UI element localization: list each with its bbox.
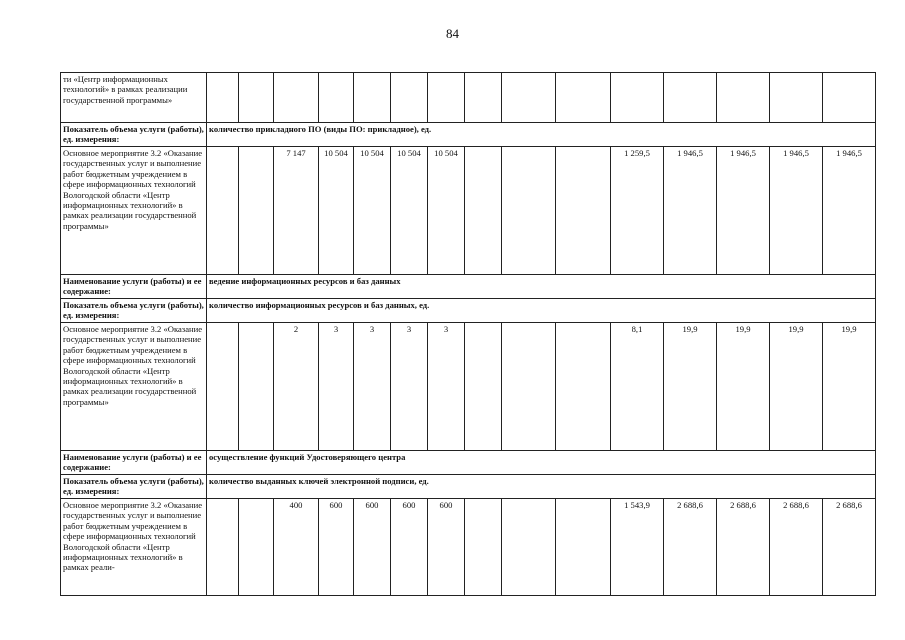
table-row [61,123,876,147]
service-text: ведение информационных ресурсов и баз данных [207,275,876,299]
table-row [61,323,876,451]
value-cell: 600 [354,499,391,596]
page-number: 84 [446,26,459,41]
value-cell: 8,1 [611,323,664,451]
value-cell [502,147,556,275]
indicator-label: Показатель объема услуги (работы), ед. измерения: [61,299,207,323]
value-cell [556,499,611,596]
table-row [61,73,876,123]
table-row [61,299,876,323]
value-cell [207,147,239,275]
service-label: Наименование услуги (работы) и ее содержание: [61,275,207,299]
value-cell [770,73,823,123]
value-cell: 19,9 [770,323,823,451]
value-cell [611,73,664,123]
value-cell: 1 543,9 [611,499,664,596]
value-cell: 1 946,5 [770,147,823,275]
row-description: Основное мероприятие 3.2 «Оказание государственных услуг и выполнение работ бюджетным учреждением в сфере информационных технологий Вологодской области «Центр информационных технологий» в рамках реали- [61,499,207,596]
value-cell: 19,9 [823,323,876,451]
value-cell: 2 688,6 [717,499,770,596]
value-cell [556,147,611,275]
value-cell: 19,9 [717,323,770,451]
value-cell: 3 [391,323,428,451]
value-cell: 19,9 [664,323,717,451]
row-description: Основное мероприятие 3.2 «Оказание государственных услуг и выполнение работ бюджетным учреждением в сфере информационных технологий Вологодской области «Центр информационных технологий» в рамках реализации государственной программы» [61,323,207,451]
value-cell [502,499,556,596]
table-row [61,499,876,596]
value-cell [664,73,717,123]
value-cell [502,323,556,451]
value-cell: 600 [391,499,428,596]
value-cell [465,147,502,275]
indicator-label: Показатель объема услуги (работы), ед. измерения: [61,475,207,499]
value-cell: 1 946,5 [717,147,770,275]
value-cell [428,73,465,123]
value-cell: 1 259,5 [611,147,664,275]
value-cell [354,73,391,123]
value-cell [207,499,239,596]
value-cell: 2 688,6 [823,499,876,596]
value-cell [465,323,502,451]
value-cell [465,499,502,596]
table-row [61,147,876,275]
budget-table [60,72,876,596]
value-cell [391,73,428,123]
value-cell: 1 946,5 [664,147,717,275]
value-cell: 3 [354,323,391,451]
value-cell: 2 688,6 [664,499,717,596]
value-cell: 600 [428,499,465,596]
value-cell [465,73,502,123]
value-cell [823,73,876,123]
value-cell [207,323,239,451]
table-row [61,275,876,299]
value-cell [502,73,556,123]
value-cell [239,323,274,451]
value-cell [556,73,611,123]
value-cell [239,499,274,596]
value-cell [239,147,274,275]
value-cell: 600 [319,499,354,596]
value-cell: 2 [274,323,319,451]
value-cell [717,73,770,123]
value-cell: 3 [428,323,465,451]
value-cell: 10 504 [354,147,391,275]
table-row [61,475,876,499]
table-row [61,451,876,475]
indicator-label: Показатель объема услуги (работы), ед. измерения: [61,123,207,147]
value-cell [274,73,319,123]
value-cell [239,73,274,123]
value-cell: 10 504 [391,147,428,275]
indicator-text: количество информационных ресурсов и баз данных, ед. [207,299,876,323]
value-cell: 400 [274,499,319,596]
row-description: Основное мероприятие 3.2 «Оказание государственных услуг и выполнение работ бюджетным учреждением в сфере информационных технологий Вологодской области «Центр информационных технологий» в рамках реализации государственной программы» [61,147,207,275]
row-description: ти «Центр информационных технологий» в рамках реализации государственной программы» [61,73,207,123]
indicator-text: количество прикладного ПО (виды ПО: прикладное), ед. [207,123,876,147]
value-cell [319,73,354,123]
value-cell: 2 688,6 [770,499,823,596]
service-text: осуществление функций Удостоверяющего центра [207,451,876,475]
indicator-text: количество выданных ключей электронной подписи, ед. [207,475,876,499]
value-cell [556,323,611,451]
value-cell: 10 504 [428,147,465,275]
value-cell [207,73,239,123]
value-cell: 3 [319,323,354,451]
value-cell: 10 504 [319,147,354,275]
value-cell: 7 147 [274,147,319,275]
service-label: Наименование услуги (работы) и ее содержание: [61,451,207,475]
value-cell: 1 946,5 [823,147,876,275]
